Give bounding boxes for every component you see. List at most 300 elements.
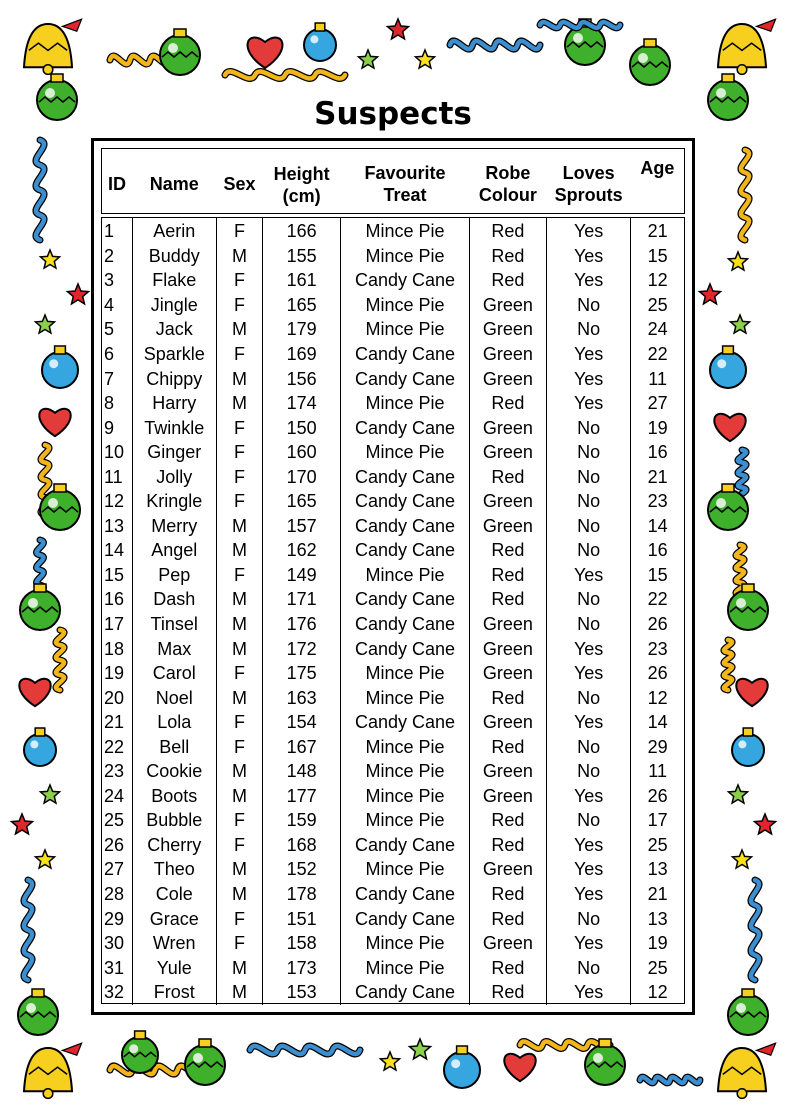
- cell-loves-sprouts: No: [546, 685, 630, 710]
- cell-name: Flake: [132, 268, 216, 293]
- cell-height: 151: [263, 906, 341, 931]
- cell-height: 159: [263, 808, 341, 833]
- cell-sex: M: [216, 587, 262, 612]
- cell-favourite-treat: Candy Cane: [341, 636, 469, 661]
- cell-id: 25: [102, 808, 132, 833]
- table-row: [102, 784, 684, 809]
- suspects-table: [102, 218, 684, 1005]
- cell-loves-sprouts: Yes: [546, 244, 630, 269]
- cell-robe-colour: Green: [469, 931, 546, 956]
- cell-id: 31: [102, 955, 132, 980]
- table-row: [102, 293, 684, 318]
- cell-favourite-treat: Mince Pie: [341, 218, 469, 244]
- cell-robe-colour: Red: [469, 587, 546, 612]
- cell-id: 8: [102, 391, 132, 416]
- table-row: [102, 636, 684, 661]
- blue-bauble-icon: [42, 346, 78, 388]
- cell-favourite-treat: Candy Cane: [341, 612, 469, 637]
- cell-favourite-treat: Candy Cane: [341, 514, 469, 539]
- cell-loves-sprouts: Yes: [546, 218, 630, 244]
- cell-id: 1: [102, 218, 132, 244]
- cell-name: Dash: [132, 587, 216, 612]
- cell-id: 16: [102, 587, 132, 612]
- cell-height: 177: [263, 784, 341, 809]
- header-favourite-treat: [341, 149, 469, 219]
- cell-robe-colour: Red: [469, 538, 546, 563]
- cell-age: 27: [647, 393, 668, 414]
- cell-height: 174: [263, 391, 341, 416]
- star-icon: [68, 284, 89, 304]
- cell-id: 21: [102, 710, 132, 735]
- cell-id: 18: [102, 636, 132, 661]
- cell-name: Jack: [132, 317, 216, 342]
- ribbon-icon: [24, 880, 32, 980]
- cell-height: 148: [263, 759, 341, 784]
- cell-loves-sprouts: Yes: [546, 636, 630, 661]
- cell-favourite-treat: Candy Cane: [341, 980, 469, 1005]
- star-icon: [359, 50, 378, 68]
- cell-name: Buddy: [132, 244, 216, 269]
- cell-favourite-treat: Candy Cane: [341, 366, 469, 391]
- table-row: [102, 489, 684, 514]
- cell-favourite-treat: Mince Pie: [341, 244, 469, 269]
- cell-robe-colour: Green: [469, 636, 546, 661]
- heart-ornament-icon: [248, 38, 283, 68]
- table-body-box: [101, 217, 685, 1004]
- cell-age: 29: [647, 736, 668, 757]
- cell-id: 15: [102, 563, 132, 588]
- cell-age: 25: [647, 957, 668, 978]
- cell-favourite-treat: Mince Pie: [341, 784, 469, 809]
- cell-id: 22: [102, 734, 132, 759]
- cell-loves-sprouts: Yes: [546, 391, 630, 416]
- cell-name: Ginger: [132, 440, 216, 465]
- cell-robe-colour: Red: [469, 906, 546, 931]
- cell-age: 12: [647, 270, 668, 291]
- cell-id: 2: [102, 244, 132, 269]
- cell-id: 26: [102, 833, 132, 858]
- cell-name: Merry: [132, 514, 216, 539]
- cell-name: Cherry: [132, 833, 216, 858]
- cell-sex: M: [216, 857, 262, 882]
- cell-id: 27: [102, 857, 132, 882]
- cell-sex: M: [216, 366, 262, 391]
- cell-sex: F: [216, 268, 262, 293]
- cell-robe-colour: Red: [469, 563, 546, 588]
- cell-sex: F: [216, 415, 262, 440]
- cell-height: 165: [263, 293, 341, 318]
- cell-favourite-treat: Mince Pie: [341, 317, 469, 342]
- cell-name: Kringle: [132, 489, 216, 514]
- cell-name: Noel: [132, 685, 216, 710]
- bell-icon: [24, 1043, 82, 1098]
- cell-favourite-treat: Mince Pie: [341, 440, 469, 465]
- cell-favourite-treat: Candy Cane: [341, 833, 469, 858]
- header-height-label: Height (cm): [273, 164, 330, 206]
- cell-height: 165: [263, 489, 341, 514]
- cell-favourite-treat: Candy Cane: [341, 342, 469, 367]
- cell-id: 7: [102, 366, 132, 391]
- cell-robe-colour: Green: [469, 489, 546, 514]
- cell-favourite-treat: Candy Cane: [341, 268, 469, 293]
- cell-id: 10: [102, 440, 132, 465]
- cell-favourite-treat: Mince Pie: [341, 734, 469, 759]
- cell-robe-colour: Red: [469, 391, 546, 416]
- cell-loves-sprouts: Yes: [546, 882, 630, 907]
- table-row: [102, 882, 684, 907]
- bell-icon: [718, 19, 776, 74]
- green-bauble-icon: [20, 584, 60, 630]
- cell-robe-colour: Green: [469, 661, 546, 686]
- cell-name: Boots: [132, 784, 216, 809]
- header-sex: Sex: [223, 174, 256, 194]
- cell-name: Max: [132, 636, 216, 661]
- cell-sex: M: [216, 784, 262, 809]
- cell-name: Grace: [132, 906, 216, 931]
- cell-robe-colour: Green: [469, 317, 546, 342]
- cell-loves-sprouts: Yes: [546, 784, 630, 809]
- heart-ornament-icon: [19, 679, 50, 706]
- cell-sex: F: [216, 710, 262, 735]
- cell-sex: F: [216, 931, 262, 956]
- green-bauble-icon: [585, 1039, 625, 1085]
- ribbon-icon: [741, 150, 749, 240]
- cell-age: 22: [647, 344, 668, 364]
- table-row: [102, 833, 684, 858]
- table-row: [102, 685, 684, 710]
- cell-age: 21: [647, 466, 668, 487]
- ribbon-icon: [450, 41, 540, 49]
- cell-sex: M: [216, 538, 262, 563]
- cell-id: 13: [102, 514, 132, 539]
- cell-loves-sprouts: No: [546, 734, 630, 759]
- cell-robe-colour: Green: [469, 293, 546, 318]
- cell-loves-sprouts: No: [546, 489, 630, 514]
- blue-bauble-icon: [732, 728, 764, 766]
- cell-age: 26: [647, 663, 668, 684]
- cell-height: 170: [263, 464, 341, 489]
- cell-loves-sprouts: No: [546, 538, 630, 563]
- cell-height: 173: [263, 955, 341, 980]
- cell-id: 17: [102, 612, 132, 637]
- table-row: [102, 317, 684, 342]
- cell-favourite-treat: Mince Pie: [341, 931, 469, 956]
- cell-name: Wren: [132, 931, 216, 956]
- cell-name: Yule: [132, 955, 216, 980]
- cell-age: 14: [647, 515, 668, 536]
- cell-height: 161: [263, 268, 341, 293]
- cell-favourite-treat: Candy Cane: [341, 538, 469, 563]
- cell-loves-sprouts: Yes: [546, 710, 630, 735]
- cell-sex: M: [216, 244, 262, 269]
- cell-robe-colour: Green: [469, 440, 546, 465]
- cell-height: 175: [263, 661, 341, 686]
- heart-ornament-icon: [504, 1054, 535, 1081]
- cell-sex: M: [216, 612, 262, 637]
- heart-ornament-icon: [39, 409, 70, 436]
- table-row: [102, 342, 684, 367]
- cell-id: 19: [102, 661, 132, 686]
- header-id: ID: [108, 174, 127, 194]
- green-bauble-icon: [18, 989, 58, 1035]
- cell-name: Theo: [132, 857, 216, 882]
- cell-age: 23: [647, 491, 668, 512]
- cell-id: 4: [102, 293, 132, 318]
- cell-age: 13: [647, 859, 668, 880]
- table-row: [102, 244, 684, 269]
- cell-favourite-treat: Mince Pie: [341, 857, 469, 882]
- cell-height: 150: [263, 415, 341, 440]
- cell-loves-sprouts: Yes: [546, 268, 630, 293]
- cell-robe-colour: Green: [469, 710, 546, 735]
- cell-age: 25: [647, 834, 668, 855]
- cell-favourite-treat: Candy Cane: [341, 882, 469, 907]
- cell-robe-colour: Green: [469, 415, 546, 440]
- cell-height: 176: [263, 612, 341, 637]
- cell-id: 5: [102, 317, 132, 342]
- cell-age: 21: [647, 221, 668, 242]
- page-title: Suspects: [314, 96, 472, 132]
- star-icon: [731, 315, 750, 333]
- table-row: [102, 440, 684, 465]
- cell-sex: M: [216, 882, 262, 907]
- table-row: [102, 710, 684, 735]
- cell-favourite-treat: Mince Pie: [341, 808, 469, 833]
- cell-loves-sprouts: No: [546, 906, 630, 931]
- cell-sex: F: [216, 218, 262, 244]
- star-icon: [733, 850, 752, 868]
- header-name: Name: [149, 174, 199, 194]
- table-row: [102, 268, 684, 293]
- cell-name: Bell: [132, 734, 216, 759]
- table-row: [102, 538, 684, 563]
- table-row: [102, 514, 684, 539]
- cell-age: 16: [647, 442, 668, 463]
- cell-sex: F: [216, 734, 262, 759]
- table-row: [102, 661, 684, 686]
- cell-height: 162: [263, 538, 341, 563]
- cell-favourite-treat: Mince Pie: [341, 955, 469, 980]
- cell-height: 168: [263, 833, 341, 858]
- star-icon: [700, 284, 721, 304]
- cell-sex: F: [216, 293, 262, 318]
- table-row: [102, 366, 684, 391]
- cell-sex: M: [216, 317, 262, 342]
- cell-loves-sprouts: Yes: [546, 563, 630, 588]
- table-row: [102, 612, 684, 637]
- cell-height: 178: [263, 882, 341, 907]
- cell-loves-sprouts: No: [546, 955, 630, 980]
- cell-loves-sprouts: No: [546, 514, 630, 539]
- cell-height: 172: [263, 636, 341, 661]
- header-robe-colour: [469, 149, 546, 219]
- cell-sex: M: [216, 759, 262, 784]
- table-row: [102, 980, 684, 1005]
- cell-robe-colour: Red: [469, 882, 546, 907]
- table-row: [102, 808, 684, 833]
- cell-name: Harry: [132, 391, 216, 416]
- cell-loves-sprouts: No: [546, 587, 630, 612]
- cell-age: 25: [647, 294, 668, 315]
- header-loves-sprouts: [546, 149, 630, 219]
- cell-id: 11: [102, 464, 132, 489]
- table-row: [102, 415, 684, 440]
- header-treat-label: Favourite Treat: [364, 163, 446, 205]
- cell-id: 3: [102, 268, 132, 293]
- table-header: [102, 149, 684, 219]
- cell-height: 149: [263, 563, 341, 588]
- table-row: [102, 218, 684, 244]
- cell-loves-sprouts: No: [546, 415, 630, 440]
- star-icon: [729, 252, 748, 270]
- star-icon: [41, 785, 60, 803]
- cell-robe-colour: Red: [469, 244, 546, 269]
- cell-loves-sprouts: Yes: [546, 342, 630, 367]
- cell-age: 16: [647, 540, 668, 561]
- table-row: [102, 734, 684, 759]
- ribbon-icon: [250, 1046, 360, 1054]
- cell-id: 9: [102, 415, 132, 440]
- cell-robe-colour: Red: [469, 734, 546, 759]
- bell-icon: [718, 1043, 776, 1098]
- cell-robe-colour: Green: [469, 612, 546, 637]
- cell-sex: M: [216, 955, 262, 980]
- header-age: Age: [640, 158, 675, 178]
- heart-ornament-icon: [736, 679, 767, 706]
- star-icon: [755, 814, 776, 834]
- cell-id: 32: [102, 980, 132, 1005]
- cell-loves-sprouts: No: [546, 464, 630, 489]
- table-row: [102, 906, 684, 931]
- cell-loves-sprouts: No: [546, 293, 630, 318]
- cell-height: 154: [263, 710, 341, 735]
- bell-icon: [24, 19, 82, 74]
- cell-name: Cookie: [132, 759, 216, 784]
- cell-robe-colour: Red: [469, 833, 546, 858]
- cell-sex: M: [216, 514, 262, 539]
- cell-loves-sprouts: Yes: [546, 661, 630, 686]
- blue-bauble-icon: [304, 23, 336, 61]
- cell-favourite-treat: Mince Pie: [341, 759, 469, 784]
- cell-name: Tinsel: [132, 612, 216, 637]
- cell-name: Lola: [132, 710, 216, 735]
- cell-age: 15: [647, 245, 668, 266]
- table-header-box: [101, 148, 685, 214]
- cell-favourite-treat: Mince Pie: [341, 293, 469, 318]
- cell-favourite-treat: Candy Cane: [341, 710, 469, 735]
- cell-sex: M: [216, 391, 262, 416]
- cell-favourite-treat: Mince Pie: [341, 685, 469, 710]
- cell-name: Angel: [132, 538, 216, 563]
- cell-age: 11: [648, 761, 667, 782]
- cell-sex: F: [216, 464, 262, 489]
- table-row: [102, 759, 684, 784]
- cell-favourite-treat: Candy Cane: [341, 587, 469, 612]
- table-row: [102, 857, 684, 882]
- cell-sex: F: [216, 833, 262, 858]
- cell-height: 152: [263, 857, 341, 882]
- cell-name: Cole: [132, 882, 216, 907]
- cell-favourite-treat: Mince Pie: [341, 661, 469, 686]
- green-bauble-icon: [728, 989, 768, 1035]
- cell-favourite-treat: Candy Cane: [341, 906, 469, 931]
- cell-height: 169: [263, 342, 341, 367]
- cell-name: Pep: [132, 563, 216, 588]
- green-bauble-icon: [160, 29, 200, 75]
- cell-age: 12: [647, 982, 668, 1003]
- cell-height: 156: [263, 366, 341, 391]
- table-row: [102, 931, 684, 956]
- cell-name: Jingle: [132, 293, 216, 318]
- cell-id: 20: [102, 685, 132, 710]
- cell-loves-sprouts: Yes: [546, 833, 630, 858]
- cell-robe-colour: Green: [469, 759, 546, 784]
- cell-sex: M: [216, 685, 262, 710]
- cell-height: 166: [263, 218, 341, 244]
- cell-loves-sprouts: Yes: [546, 931, 630, 956]
- header-sprouts-label: Loves Sprouts: [554, 163, 623, 205]
- star-icon: [416, 50, 435, 68]
- cell-sex: F: [216, 906, 262, 931]
- cell-loves-sprouts: No: [546, 317, 630, 342]
- cell-height: 153: [263, 980, 341, 1005]
- cell-robe-colour: Red: [469, 980, 546, 1005]
- cell-age: 14: [647, 712, 668, 733]
- cell-sex: F: [216, 440, 262, 465]
- blue-bauble-icon: [444, 1046, 480, 1088]
- cell-id: 14: [102, 538, 132, 563]
- cell-favourite-treat: Candy Cane: [341, 464, 469, 489]
- cell-age: 21: [647, 884, 668, 905]
- cell-sex: M: [216, 980, 262, 1005]
- cell-id: 12: [102, 489, 132, 514]
- cell-height: 157: [263, 514, 341, 539]
- cell-loves-sprouts: No: [546, 808, 630, 833]
- star-icon: [36, 315, 55, 333]
- cell-height: 158: [263, 931, 341, 956]
- header-robe-label: Robe Colour: [478, 163, 537, 205]
- cell-sex: F: [216, 563, 262, 588]
- green-bauble-icon: [185, 1039, 225, 1085]
- cell-robe-colour: Green: [469, 857, 546, 882]
- cell-age: 15: [647, 564, 668, 585]
- cell-id: 23: [102, 759, 132, 784]
- cell-robe-colour: Red: [469, 218, 546, 244]
- table-row: [102, 464, 684, 489]
- cell-id: 28: [102, 882, 132, 907]
- ribbon-icon: [751, 880, 759, 980]
- cell-age: 26: [647, 785, 668, 806]
- cell-age: 24: [647, 319, 668, 340]
- cell-loves-sprouts: No: [546, 612, 630, 637]
- cell-favourite-treat: Candy Cane: [341, 489, 469, 514]
- cell-sex: M: [216, 636, 262, 661]
- cell-name: Twinkle: [132, 415, 216, 440]
- cell-height: 163: [263, 685, 341, 710]
- cell-age: 12: [647, 687, 668, 708]
- table-row: [102, 587, 684, 612]
- cell-height: 155: [263, 244, 341, 269]
- cell-id: 6: [102, 342, 132, 367]
- cell-robe-colour: Red: [469, 685, 546, 710]
- cell-age: 26: [647, 614, 668, 635]
- green-bauble-icon: [122, 1031, 158, 1073]
- cell-robe-colour: Green: [469, 784, 546, 809]
- cell-id: 29: [102, 906, 132, 931]
- cell-name: Aerin: [132, 218, 216, 244]
- cell-robe-colour: Red: [469, 268, 546, 293]
- cell-sex: F: [216, 489, 262, 514]
